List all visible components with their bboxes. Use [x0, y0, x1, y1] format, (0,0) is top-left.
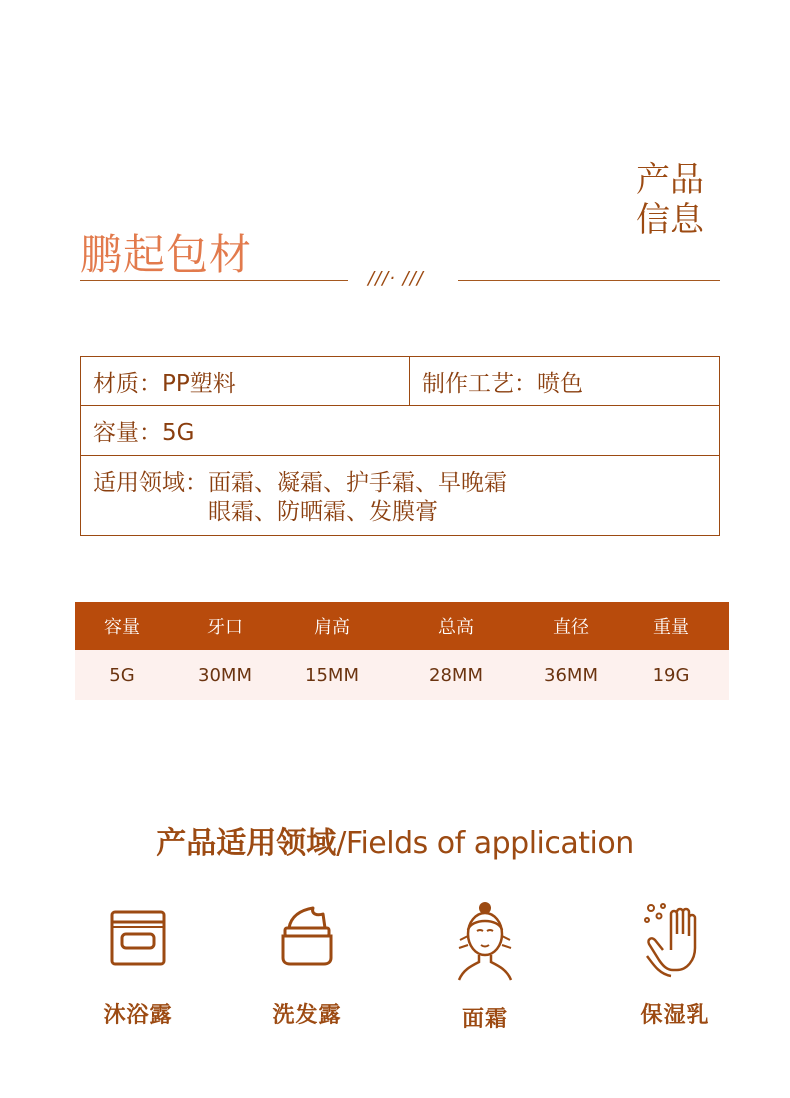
spec-value-capacity: 5G — [109, 664, 135, 686]
applications-list — [0, 900, 790, 1030]
application-cell — [81, 456, 719, 535]
divider-right — [458, 280, 720, 281]
application-item-lotion — [605, 900, 745, 1029]
info-row-material — [81, 357, 719, 406]
spec-header-total-height: 总高 — [438, 617, 474, 638]
spec-value-neck: 30MM — [198, 664, 252, 686]
divider-left — [80, 280, 348, 281]
applications-title-zh: 产品适用领域 — [156, 826, 337, 861]
applications-title — [0, 818, 790, 862]
spec-value-weight: 19G — [652, 664, 690, 686]
application-item-shower-gel — [68, 900, 208, 1029]
application-label-shampoo: 洗发露 — [272, 1003, 342, 1028]
applications-title-en: /Fields of application — [336, 826, 634, 861]
material-cell: 材质：PP塑料 — [81, 357, 410, 405]
application-line-1: 面霜、凝霜、护手霜、早晚霜 — [208, 470, 507, 496]
spec-value-row — [75, 650, 729, 700]
spec-table — [75, 602, 729, 700]
application-label-face-cream: 面霜 — [461, 1007, 508, 1032]
spec-header-weight: 重量 — [653, 617, 689, 638]
hand-wash-icon — [635, 900, 715, 980]
cream-jar-icon — [267, 900, 347, 980]
spec-value-total-height: 28MM — [429, 664, 483, 686]
spec-value-diameter: 36MM — [544, 664, 598, 686]
face-care-icon — [445, 900, 525, 984]
brand-title: 鹏起包材 — [80, 230, 253, 279]
cream-box-icon — [98, 900, 178, 980]
capacity-cell: 容量：5G — [93, 420, 195, 446]
spec-header-row — [75, 602, 729, 650]
spec-header-capacity: 容量 — [104, 617, 140, 638]
section-title: 产品信息 — [636, 160, 704, 240]
spec-header-diameter: 直径 — [553, 617, 589, 638]
info-row-application — [81, 456, 719, 535]
craft-cell: 制作工艺：喷色 — [422, 370, 583, 397]
application-list — [208, 469, 507, 527]
info-row-capacity — [81, 406, 719, 456]
application-label: 适用领域： — [93, 470, 208, 496]
application-item-face-cream — [415, 900, 555, 1033]
application-label-shower-gel: 沐浴露 — [103, 1003, 173, 1028]
application-line-2: 眼霜、防晒霜、发膜膏 — [208, 499, 438, 525]
divider-slashes: ///· /// — [368, 268, 424, 289]
spec-value-shoulder: 15MM — [305, 664, 359, 686]
spec-header-neck: 牙口 — [207, 617, 243, 638]
application-label-lotion: 保湿乳 — [640, 1003, 710, 1028]
spec-header-shoulder: 肩高 — [314, 617, 350, 638]
product-info-table — [80, 356, 720, 536]
application-item-shampoo — [237, 900, 377, 1029]
